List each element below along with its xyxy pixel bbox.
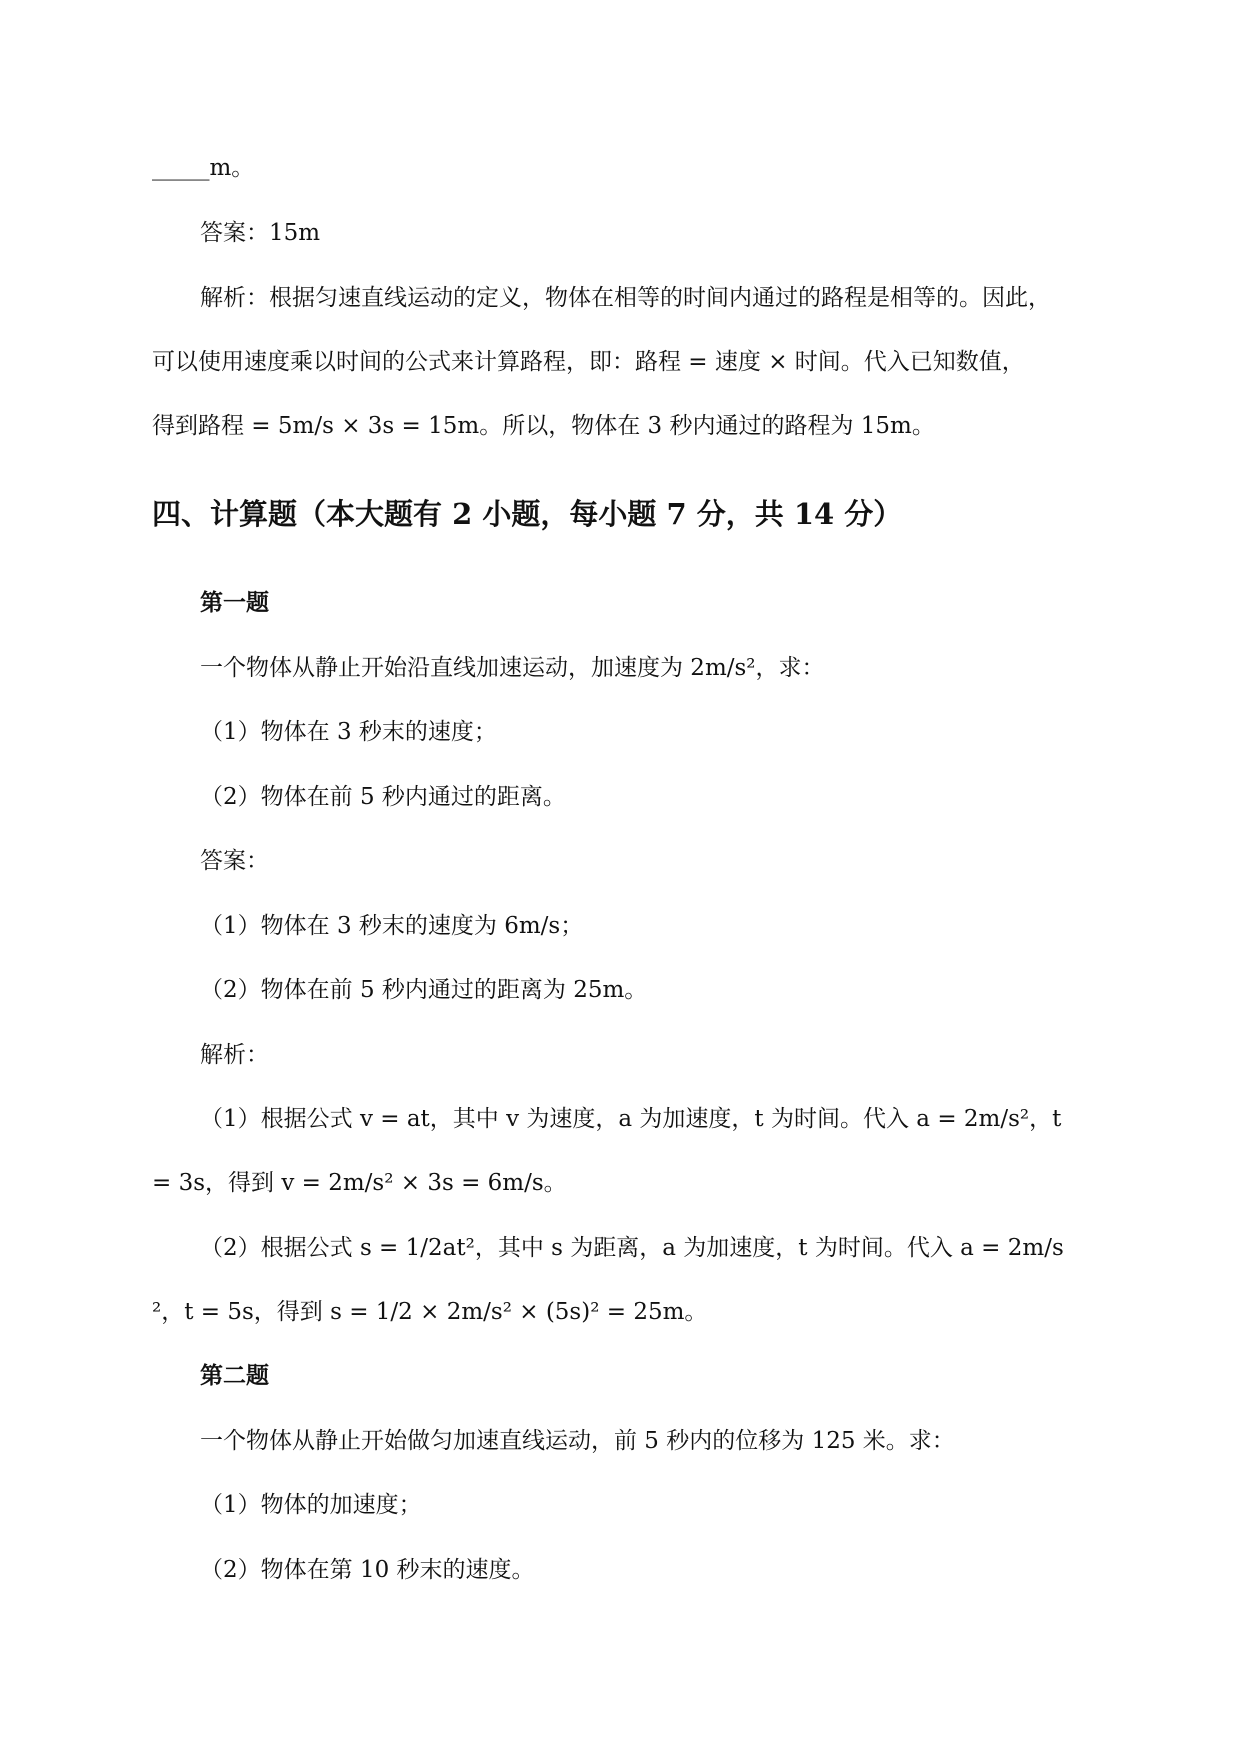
answer-line: 答案：15m [200,220,321,246]
question-1-explanation-2b: ²，t = 5s，得到 s = 1/2 × 2m/s² × (5s)² = 25m。 [152,1299,708,1325]
question-1-part-2: （2）物体在前 5 秒内通过的距离。 [200,784,566,810]
question-2-part-2: （2）物体在第 10 秒末的速度。 [200,1557,535,1583]
section-heading: 四、计算题（本大题有 2 小题，每小题 7 分，共 14 分） [152,497,903,531]
question-2-stem: 一个物体从静止开始做匀加速直线运动，前 5 秒内的位移为 125 米。求： [200,1428,955,1454]
explanation-line-1: 解析：根据匀速直线运动的定义，物体在相等的时间内通过的路程是相等的。因此， [200,285,1051,311]
question-1-explanation-2a: （2）根据公式 s = 1/2at²，其中 s 为距离，a 为加速度，t 为时间。代入 a = 2m/s [200,1235,1064,1261]
question-1-explanation-label: 解析： [200,1042,269,1068]
question-1-stem: 一个物体从静止开始沿直线加速运动，加速度为 2m/s²，求： [200,655,825,681]
fill-blank-line: _____m。 [152,155,255,181]
explanation-line-2: 可以使用速度乘以时间的公式来计算路程，即：路程 = 速度 × 时间。代入已知数值， [152,349,1025,375]
question-1-answer-label: 答案： [200,848,269,874]
question-2-part-1: （1）物体的加速度； [200,1492,422,1518]
question-1-answer-2: （2）物体在前 5 秒内通过的距离为 25m。 [200,977,648,1003]
question-1-explanation-1a: （1）根据公式 v = at，其中 v 为速度，a 为加速度，t 为时间。代入 a = 2m/s²，t [200,1106,1062,1132]
question-1-part-1: （1）物体在 3 秒末的速度； [200,719,497,745]
question-1-explanation-1b: = 3s，得到 v = 2m/s² × 3s = 6m/s。 [152,1170,567,1196]
question-1-title: 第一题 [200,589,269,616]
explanation-line-3: 得到路程 = 5m/s × 3s = 15m。所以，物体在 3 秒内通过的路程为 15m。 [152,413,935,439]
question-1-answer-1: （1）物体在 3 秒末的速度为 6m/s； [200,913,584,939]
question-2-title: 第二题 [200,1362,269,1389]
